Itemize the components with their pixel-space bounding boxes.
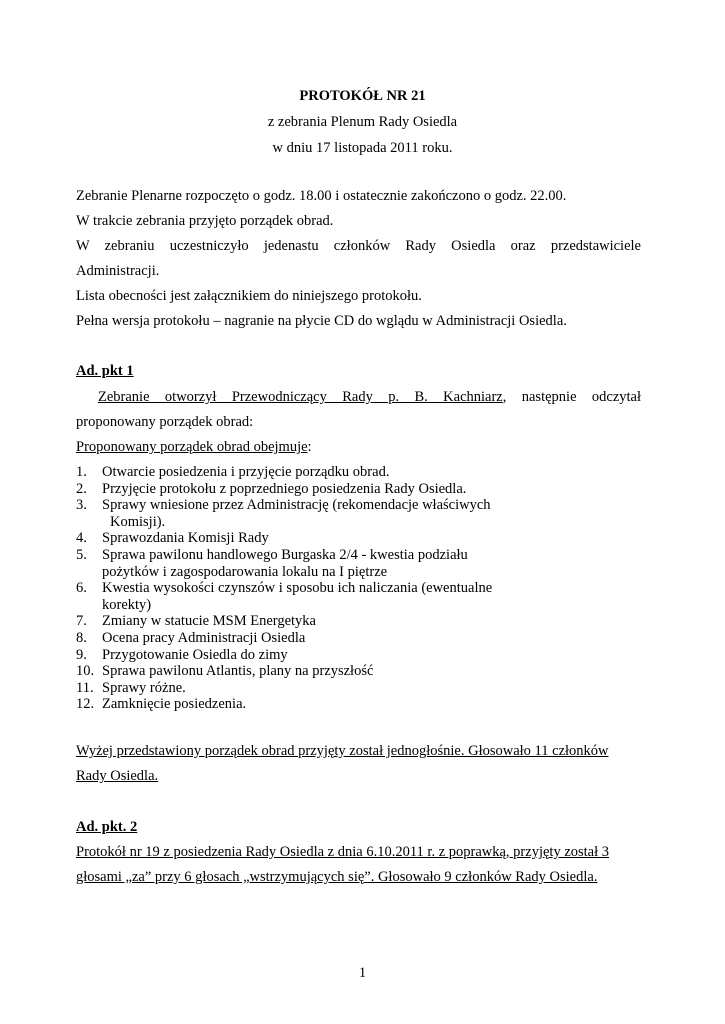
agenda-item-text: Sprawozdania Komisji Rady xyxy=(102,530,269,547)
agenda-item-text: Przyjęcie protokołu z poprzedniego posiedzenia Rady Osiedla. xyxy=(102,480,467,497)
agenda-list xyxy=(76,464,492,713)
agenda-item-text: Zmiany w statucie MSM Energetyka xyxy=(102,613,316,630)
intro-line-recording: Pełna wersja protokołu – nagranie na płycie CD do wglądu w Administracji Osiedla. xyxy=(76,313,567,329)
agenda-heading-colon: : xyxy=(307,439,312,455)
agenda-item-text: Ocena pracy Administracji Osiedla xyxy=(102,629,306,646)
document-title: PROTOKÓŁ NR 21 xyxy=(299,88,426,104)
agenda-item xyxy=(76,547,492,580)
agenda-item-number: 4. xyxy=(76,530,87,547)
agenda-item-number: 8. xyxy=(76,629,87,646)
agenda-item xyxy=(76,680,492,697)
agenda-item-number: 10. xyxy=(76,663,95,680)
agenda-heading xyxy=(76,439,312,456)
agenda-item xyxy=(76,647,492,664)
agenda-item xyxy=(76,481,492,498)
agenda-item xyxy=(76,613,492,630)
agenda-item-number: 6. xyxy=(76,580,87,597)
agenda-item-continuation: pożytków i zagospodarowania lokalu na I piętrze xyxy=(102,563,388,580)
agenda-item xyxy=(76,464,492,481)
agenda-item-text: Przygotowanie Osiedla do zimy xyxy=(102,646,288,663)
agenda-item-number: 9. xyxy=(76,646,87,663)
agenda-item xyxy=(76,497,492,530)
agenda-item-text: Zamknięcie posiedzenia. xyxy=(102,696,247,713)
agenda-item-number: 5. xyxy=(76,546,87,563)
document-subtitle: z zebrania Plenum Rady Osiedla xyxy=(267,114,458,130)
intro-line-attendance: W zebraniu uczestniczyło jedenastu członków Rady Osiedla oraz przedstawiciele xyxy=(76,238,641,254)
section1-para-line2: proponowany porządek obrad: xyxy=(76,414,254,430)
agenda-item-number: 1. xyxy=(76,464,87,480)
agenda-approval-line2: Rady Osiedla. xyxy=(76,768,159,784)
agenda-item xyxy=(76,580,492,613)
agenda-item-number: 3. xyxy=(76,497,87,514)
agenda-item-text: Sprawy różne. xyxy=(102,679,186,696)
agenda-item-text: Sprawy wniesione przez Administrację (rekomendacje właściwych xyxy=(102,497,491,514)
intro-line-agenda: W trakcie zebrania przyjęto porządek obrad. xyxy=(76,213,334,229)
agenda-item-text: Sprawa pawilonu Atlantis, plany na przyszłość xyxy=(102,663,374,680)
section1-heading: Ad. pkt 1 xyxy=(76,363,134,379)
section2-heading: Ad. pkt. 2 xyxy=(76,819,138,835)
agenda-item-number: 12. xyxy=(76,696,95,713)
agenda-item xyxy=(76,530,492,547)
agenda-item-continuation: Komisji). xyxy=(110,513,166,530)
agenda-item-text: Kwestia wysokości czynszów i sposobu ich naliczania (ewentualne xyxy=(102,580,493,597)
intro-line-attendance-list: Lista obecności jest załącznikiem do niniejszego protokołu. xyxy=(76,288,422,304)
agenda-item xyxy=(76,630,492,647)
agenda-item-number: 2. xyxy=(76,480,87,497)
agenda-heading-text: Proponowany porządek obrad obejmuje xyxy=(76,439,308,455)
intro-line-administration: Administracji. xyxy=(76,263,160,279)
agenda-item-text: Sprawa pawilonu handlowego Burgaska 2/4 - kwestia podziału xyxy=(102,546,468,563)
document-date: w dniu 17 listopada 2011 roku. xyxy=(272,140,453,156)
section1-para-underlined: Zebranie xyxy=(98,389,150,405)
agenda-item xyxy=(76,696,492,713)
intro-line-time: Zebranie Plenarne rozpoczęto o godz. 18.00 i ostatecznie zakończono o godz. 22.00. xyxy=(76,188,567,204)
agenda-item xyxy=(76,663,492,680)
section1-paragraph xyxy=(76,389,641,406)
agenda-item-number: 11. xyxy=(76,679,94,696)
section2-line1: Protokół nr 19 z posiedzenia Rady Osiedla z dnia 6.10.2011 r. z poprawką, przyjęty został 3 xyxy=(76,844,610,860)
agenda-approval-line1: Wyżej przedstawiony porządek obrad przyjęty został jednogłośnie. Głosowało 11 członków xyxy=(76,743,609,759)
agenda-item-text: Otwarcie posiedzenia i przyjęcie porządku obrad. xyxy=(102,464,390,480)
page-number: 1 xyxy=(358,965,367,981)
agenda-item-number: 7. xyxy=(76,613,87,630)
section2-line2: głosami „za” przy 6 głosach „wstrzymujących się”. Głosowało 9 członków Rady Osiedla. xyxy=(76,869,598,885)
agenda-item-continuation: korekty) xyxy=(102,596,152,613)
section1-para-rest: , następnie odczytał xyxy=(502,389,641,405)
section1-para-chair: otworzył Przewodniczący Rady p. B. Kachniarz xyxy=(149,389,503,405)
